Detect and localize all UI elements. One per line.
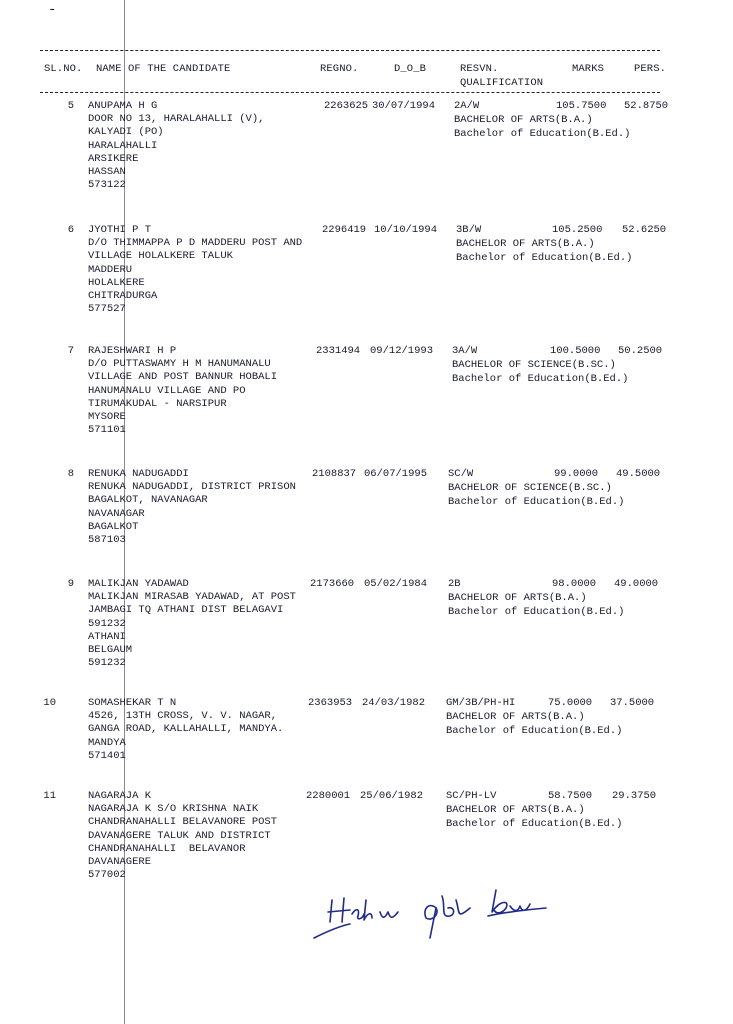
candidate-name: SOMASHEKAR T N	[88, 697, 177, 709]
address-line: 577527	[88, 303, 126, 316]
address-line: VILLAGE HOLALKERE TALUK	[88, 250, 233, 263]
candidate-record	[0, 578, 733, 688]
header-marks: MARKS	[572, 63, 605, 75]
address-line: ARSIKERE	[88, 152, 139, 165]
candidate-name: RENUKA NADUGADDI	[88, 468, 189, 480]
address-line: DAVANAGERE	[88, 856, 152, 869]
registration-number: 2173660	[310, 578, 355, 590]
address-line: CHANDRANAHALLI BELAVANOR	[88, 842, 246, 855]
marks-value: 105.7500	[556, 100, 607, 112]
serial-number: 8	[67, 468, 74, 480]
address-line: CHITRADURGA	[88, 290, 158, 303]
percentage-value: 29.3750	[612, 790, 657, 802]
serial-number: 9	[67, 578, 74, 590]
registration-number: 2108837	[312, 468, 357, 480]
address-line: 591232	[88, 657, 126, 670]
address-line: BELGAUM	[88, 644, 133, 657]
address-line: NAGARAJA K S/O KRISHNA NAIK	[88, 803, 259, 816]
marks-value: 100.5000	[550, 345, 601, 357]
date-of-birth: 10/10/1994	[374, 224, 438, 236]
address-line: MALIKJAN MIRASAB YADAWAD, AT POST	[88, 591, 296, 604]
qualification-line: BACHELOR OF ARTS(B.A.)	[454, 114, 593, 126]
address-line: JAMBAGI TQ ATHANI DIST BELAGAVI	[88, 604, 284, 617]
address-line: NAVANAGAR	[88, 507, 145, 520]
header-resvn: RESVN.	[460, 63, 499, 75]
header-regno: REGNO.	[320, 63, 359, 75]
percentage-value: 52.8750	[624, 100, 669, 112]
date-of-birth: 09/12/1993	[370, 345, 434, 357]
candidate-name: ANUPAMA H G	[88, 100, 158, 112]
qualification-line: Bachelor of Education(B.Ed.)	[448, 496, 625, 508]
header-bottom-rule	[40, 92, 660, 93]
address-line: ATHANI	[88, 630, 126, 643]
address-line: MANDYA	[88, 736, 126, 749]
qualification-line: BACHELOR OF SCIENCE(B.SC.)	[448, 482, 612, 494]
address-line: BAGALKOT, NAVANAGAR	[88, 494, 208, 507]
percentage-value: 50.2500	[618, 345, 663, 357]
address-line: 573122	[88, 179, 126, 192]
header-name: NAME OF THE CANDIDATE	[96, 63, 231, 75]
candidate-name: JYOTHI P T	[88, 224, 152, 236]
header-pers: PERS.	[634, 63, 667, 75]
address-line: HANUMANALU VILLAGE AND PO	[88, 384, 246, 397]
header-dob: D_O_B	[394, 63, 427, 75]
marks-value: 98.0000	[552, 578, 597, 590]
address-line: 4526, 13TH CROSS, V. V. NAGAR,	[88, 710, 278, 723]
registration-number: 2280001	[306, 790, 351, 802]
address-line: RENUKA NADUGADDI, DISTRICT PRISON	[88, 481, 296, 494]
reservation-category: 2B	[448, 578, 461, 590]
date-of-birth: 25/06/1982	[360, 790, 424, 802]
address-line: HOLALKERE	[88, 276, 145, 289]
address-line: MADDERU	[88, 263, 133, 276]
qualification-line: Bachelor of Education(B.Ed.)	[446, 725, 623, 737]
qualification-line: Bachelor of Education(B.Ed.)	[452, 373, 629, 385]
date-of-birth: 24/03/1982	[362, 697, 426, 709]
reservation-category: SC/W	[448, 468, 474, 480]
address-line: BAGALKOT	[88, 520, 139, 533]
address-line: 571101	[88, 424, 126, 437]
reservation-category: 3A/W	[452, 345, 478, 357]
percentage-value: 52.6250	[622, 224, 667, 236]
serial-number: 11	[43, 790, 56, 802]
percentage-value: 49.0000	[614, 578, 659, 590]
address-line: GANGA ROAD, KALLAHALLI, MANDYA.	[88, 723, 284, 736]
serial-number: 7	[67, 345, 74, 357]
qualification-line: Bachelor of Education(B.Ed.)	[456, 252, 633, 264]
signatures-image	[310, 878, 560, 948]
serial-number: 5	[67, 100, 74, 112]
candidate-record	[0, 345, 733, 455]
address-line: HASSAN	[88, 166, 126, 179]
marks-value: 99.0000	[554, 468, 599, 480]
marks-value: 105.2500	[552, 224, 603, 236]
candidate-name: MALIKJAN YADAWAD	[88, 578, 189, 590]
address-line: HARALAHALLI	[88, 139, 158, 152]
registration-number: 2363953	[308, 697, 353, 709]
address-line: 577002	[88, 869, 126, 882]
candidate-record	[0, 100, 733, 210]
registration-number: 2263625	[324, 100, 369, 112]
percentage-value: 49.5000	[616, 468, 661, 480]
registration-number: 2296419	[322, 224, 367, 236]
qualification-line: BACHELOR OF ARTS(B.A.)	[446, 804, 585, 816]
address-line: KALYADI (PO)	[88, 126, 164, 139]
address-line: CHANDRANAHALLI BELAVANORE POST	[88, 816, 278, 829]
serial-number: 6	[67, 224, 74, 236]
marks-value: 58.7500	[548, 790, 593, 802]
qualification-line: BACHELOR OF ARTS(B.A.)	[456, 238, 595, 250]
qualification-line: Bachelor of Education(B.Ed.)	[446, 818, 623, 830]
address-line: DAVANAGERE TALUK AND DISTRICT	[88, 829, 271, 842]
candidate-record	[0, 224, 733, 334]
reservation-category: 3B/W	[456, 224, 482, 236]
candidate-record	[0, 468, 733, 578]
qualification-line: Bachelor of Education(B.Ed.)	[454, 128, 631, 140]
address-line: TIRUMAKUDAL - NARSIPUR	[88, 397, 227, 410]
address-line: D/O PUTTASWAMY H M HANUMANALU	[88, 358, 271, 371]
registration-number: 2331494	[316, 345, 361, 357]
serial-number: 10	[43, 697, 56, 709]
qualification-line: BACHELOR OF SCIENCE(B.SC.)	[452, 359, 616, 371]
qualification-line: BACHELOR OF ARTS(B.A.)	[448, 592, 587, 604]
address-line: 587103	[88, 534, 126, 547]
candidate-name: NAGARAJA K	[88, 790, 152, 802]
qualification-line: Bachelor of Education(B.Ed.)	[448, 606, 625, 618]
marks-value: 75.0000	[548, 697, 593, 709]
address-line: MYSORE	[88, 411, 126, 424]
top-mark: -	[48, 2, 57, 18]
reservation-category: SC/PH-LV	[446, 790, 497, 802]
reservation-category: GM/3B/PH-HI	[446, 697, 516, 709]
date-of-birth: 05/02/1984	[364, 578, 428, 590]
qualification-line: BACHELOR OF ARTS(B.A.)	[446, 711, 585, 723]
address-line: VILLAGE AND POST BANNUR HOBALI	[88, 371, 278, 384]
header-top-rule	[40, 50, 660, 51]
address-line: 571401	[88, 749, 126, 762]
address-line: D/O THIMMAPPA P D MADDERU POST AND	[88, 237, 303, 250]
percentage-value: 37.5000	[610, 697, 655, 709]
header-slno: SL.NO.	[44, 63, 83, 75]
date-of-birth: 06/07/1995	[364, 468, 428, 480]
reservation-category: 2A/W	[454, 100, 480, 112]
address-line: 591232	[88, 617, 126, 630]
header-qualification: QUALIFICATION	[460, 77, 544, 89]
date-of-birth: 30/07/1994	[372, 100, 436, 112]
address-line: DOOR NO 13, HARALAHALLI (V),	[88, 113, 265, 126]
candidate-name: RAJESHWARI H P	[88, 345, 177, 357]
